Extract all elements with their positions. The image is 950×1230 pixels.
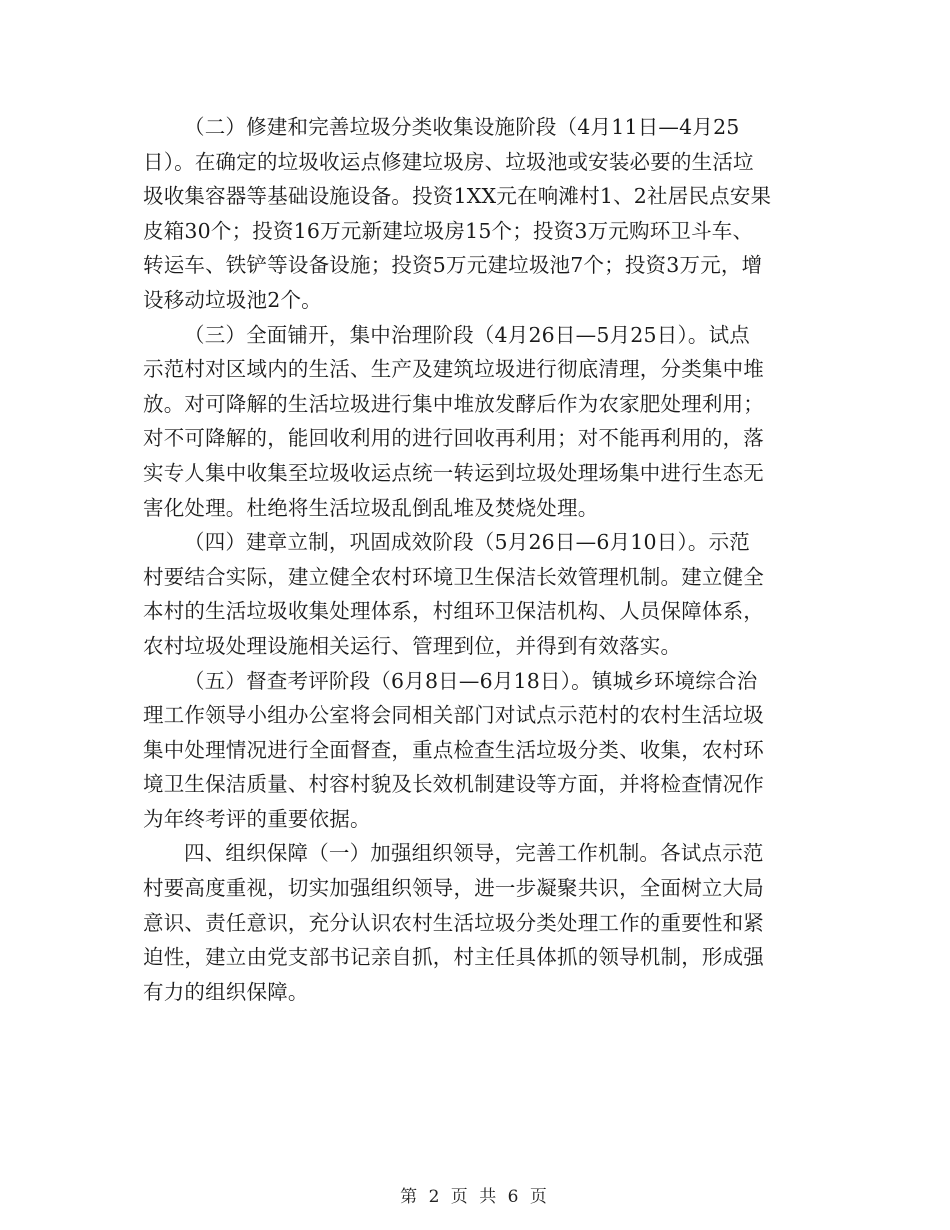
text-line: 放。对可降解的生活垃圾进行集中堆放发酵后作为农家肥处理利用； (143, 391, 764, 416)
document-body (143, 110, 811, 1009)
page-number-footer: 第 2 页 共 6 页 (400, 1187, 550, 1207)
text-line: 四、组织保障（一）加强组织领导，完善工作机制。各试点示范 (184, 841, 764, 866)
text-line: 村要高度重视，切实加强组织领导，进一步凝聚共识，全面树立大局 (143, 876, 764, 901)
text-line: 境卫生保洁质量、村容村貌及长效机制建设等方面，并将检查情况作 (143, 772, 764, 797)
text-line: 村要结合实际，建立健全农村环境卫生保洁长效管理机制。建立健全 (143, 564, 764, 589)
text-line: 有力的组织保障。 (143, 979, 309, 1004)
text-line: 圾收集容器等基础设施设备。投资1XX元在响滩村1、2社居民点安果 (143, 184, 772, 209)
text-line: （四）建章立制，巩固成效阶段（5月26日—6月10日）。示范 (184, 530, 751, 555)
text-line: 迫性，建立由党支部书记亲自抓，村主任具体抓的领导机制，形成强 (143, 945, 764, 970)
text-line: （五）督查考评阶段（6月8日—6月18日）。镇城乡环境综合治 (184, 668, 758, 693)
text-line: 害化处理。杜绝将生活垃圾乱倒乱堆及焚烧处理。 (143, 495, 599, 520)
text-line: 设移动垃圾池2个。 (143, 287, 322, 312)
text-line: （二）修建和完善垃圾分类收集设施阶段（4月11日—4月25 (184, 115, 740, 139)
paragraph-stage-four (143, 525, 811, 663)
text-line: 为年终考评的重要依据。 (143, 806, 371, 831)
text-line: 转运车、铁铲等设备设施；投资5万元建垃圾池7个；投资3万元，增 (143, 253, 763, 278)
text-line: 农村垃圾处理设施相关运行、管理到位，并得到有效落实。 (143, 633, 682, 658)
paragraph-stage-two (143, 110, 811, 318)
text-line: 皮箱30个；投资16万元新建垃圾房15个；投资3万元购环卫斗车、 (143, 218, 754, 243)
text-line: 实专人集中收集至垃圾收运点统一转运到垃圾处理场集中进行生态无 (143, 460, 764, 485)
paragraph-stage-five (143, 664, 811, 837)
paragraph-organization-guarantee (143, 836, 811, 1009)
text-line: 本村的生活垃圾收集处理体系，村组环卫保洁机构、人员保障体系， (143, 599, 764, 624)
text-line: 意识、责任意识，充分认识农村生活垃圾分类处理工作的重要性和紧 (143, 910, 764, 935)
text-line: 示范村对区域内的生活、生产及建筑垃圾进行彻底清理，分类集中堆 (143, 357, 764, 382)
text-line: 日）。在确定的垃圾收运点修建垃圾房、垃圾池或安装必要的生活垃 (143, 149, 754, 174)
paragraph-stage-three (143, 318, 811, 526)
text-line: （三）全面铺开，集中治理阶段（4月26日—5月25日）。试点 (184, 322, 751, 347)
text-line: 对不可降解的，能回收利用的进行回收再利用；对不能再利用的，落 (143, 426, 764, 451)
text-line: 理工作领导小组办公室将会同相关部门对试点示范村的农村生活垃圾 (143, 703, 764, 728)
text-line: 集中处理情况进行全面督查，重点检查生活垃圾分类、收集，农村环 (143, 737, 764, 762)
